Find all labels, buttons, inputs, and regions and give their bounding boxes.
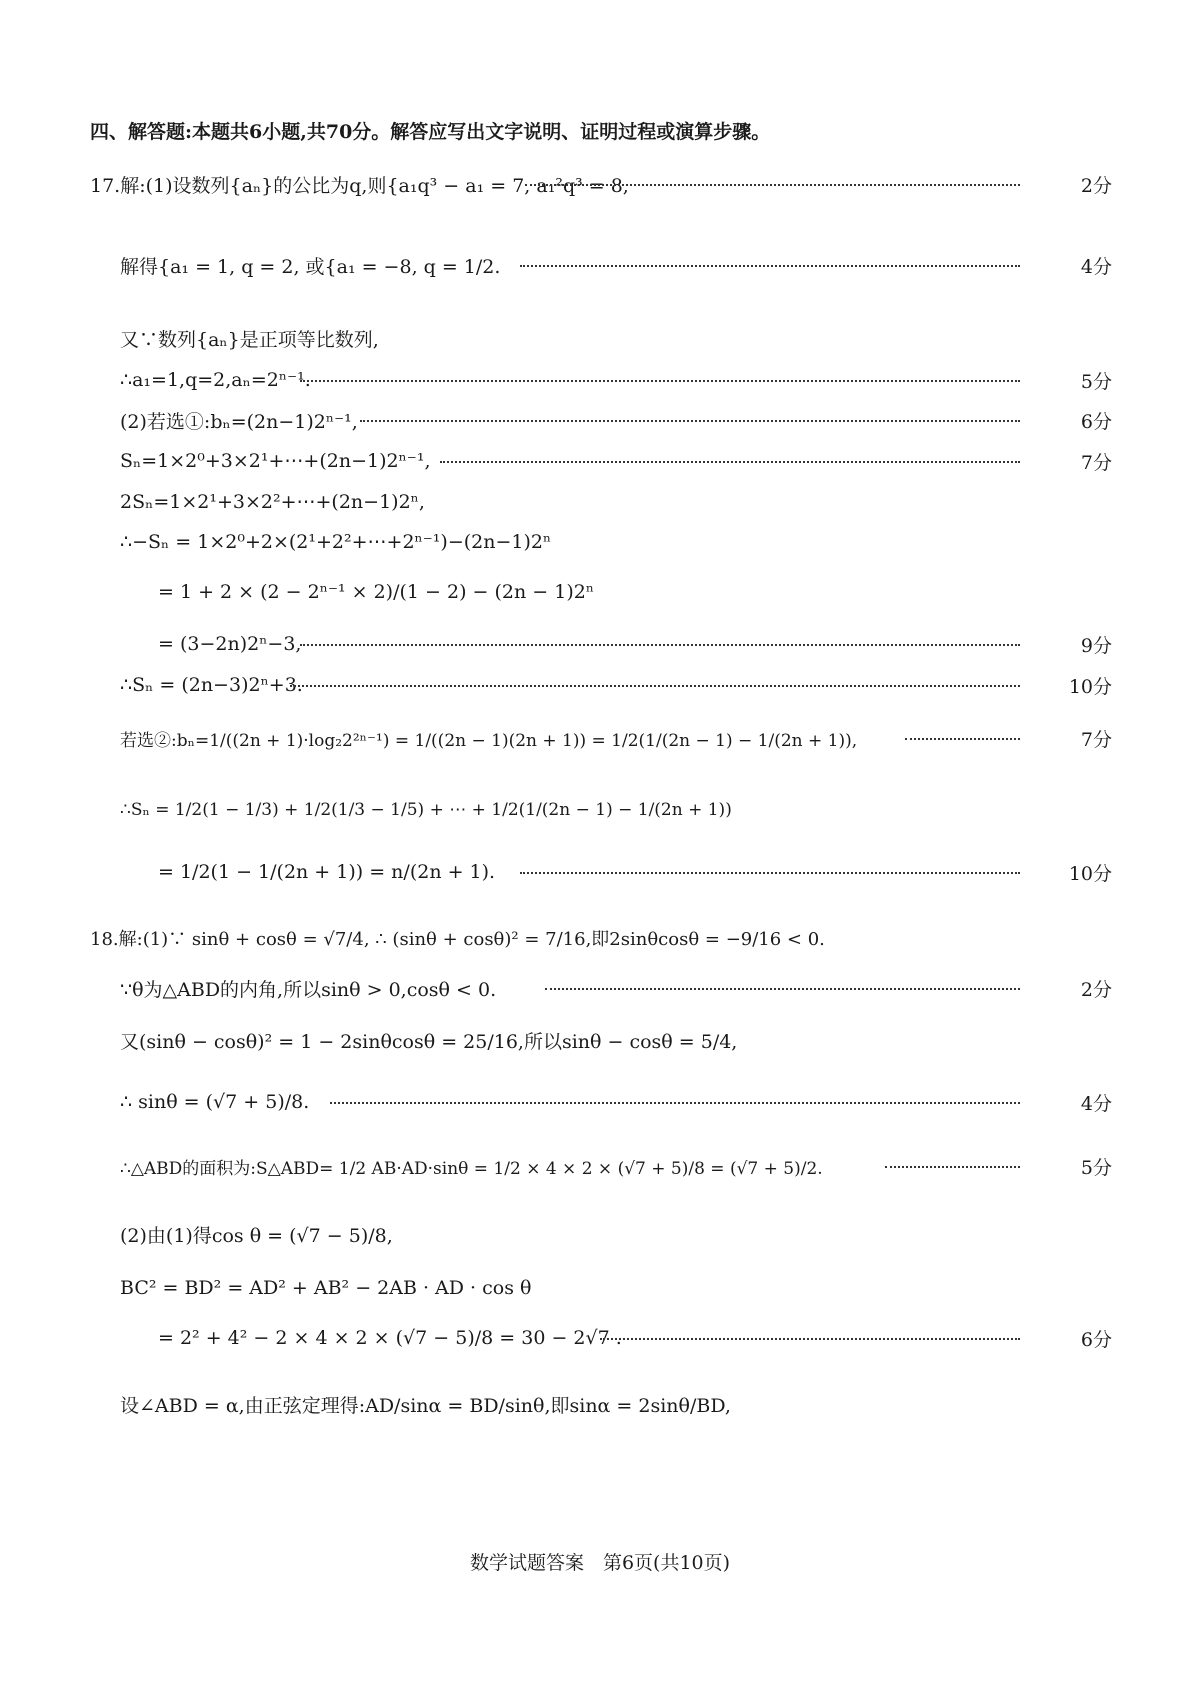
line-text: ∴a₁=1,q=2,aₙ=2ⁿ⁻¹. xyxy=(120,369,311,391)
answer-line xyxy=(0,1268,1200,1308)
line-text: 18.解:(1)∵ sinθ + cosθ = √7/4, ∴ (sinθ + cosθ)² = 7/16,即2sinθcosθ = −9/16 < 0. xyxy=(90,929,825,950)
answer-line xyxy=(0,318,1200,358)
answer-line xyxy=(0,1082,1200,1122)
answer-line xyxy=(0,441,1200,481)
leader-dots xyxy=(520,265,1020,267)
leader-dots xyxy=(545,988,1020,990)
answer-line xyxy=(0,968,1200,1008)
leader-dots xyxy=(525,184,1020,186)
line-text: (2)由(1)得cos θ = (√7 − 5)/8, xyxy=(120,1224,393,1247)
answer-line xyxy=(0,164,1200,204)
score: 5分 xyxy=(1080,1156,1112,1179)
line-text: ∴ sinθ = (√7 + 5)/8. xyxy=(120,1091,310,1113)
answer-line xyxy=(0,400,1200,440)
score: 9分 xyxy=(1080,634,1112,657)
answer-line xyxy=(0,1318,1200,1358)
line-text: 解得{a₁ = 1, q = 2, 或{a₁ = −8, q = 1/2. xyxy=(120,255,501,278)
line-text: = 1 + 2 × (2 − 2ⁿ⁻¹ × 2)/(1 − 2) − (2n − 1)2ⁿ xyxy=(158,581,595,603)
line-text: = 1/2(1 − 1/(2n + 1)) = n/(2n + 1). xyxy=(158,861,496,883)
answer-line xyxy=(0,718,1200,758)
answer-line xyxy=(0,522,1200,562)
page-footer: 数学试题答案 第6页(共10页) xyxy=(469,1552,731,1574)
line-text: ∵θ为△ABD的内角,所以sinθ > 0,cosθ < 0. xyxy=(120,978,497,1001)
answer-line xyxy=(0,1146,1200,1186)
line-text: (2)若选①:bₙ=(2n−1)2ⁿ⁻¹, xyxy=(120,410,358,433)
answer-line xyxy=(0,1020,1200,1060)
line-text: = 2² + 4² − 2 × 4 × 2 × (√7 − 5)/8 = 30 − 2√7 . xyxy=(158,1327,622,1349)
score: 7分 xyxy=(1080,728,1112,751)
line-text: BC² = BD² = AD² + AB² − 2AB · AD · cos θ xyxy=(120,1277,532,1299)
answer-line xyxy=(0,1384,1200,1424)
line-text: 17.解:(1)设数列{aₙ}的公比为q,则{a₁q³ − a₁ = 7, a₁²q³ = 8, xyxy=(90,174,629,197)
leader-dots xyxy=(440,461,1020,463)
answer-line xyxy=(0,1214,1200,1254)
answer-line xyxy=(0,790,1200,830)
leader-dots xyxy=(360,420,1020,422)
answer-line xyxy=(0,624,1200,664)
answer-line xyxy=(0,918,1200,958)
line-text: ∴−Sₙ = 1×2⁰+2×(2¹+2²+⋯+2ⁿ⁻¹)−(2n−1)2ⁿ xyxy=(120,531,552,553)
line-text: ∴Sₙ = 1/2(1 − 1/3) + 1/2(1/3 − 1/5) + ⋯ + 1/2(1/(2n − 1) − 1/(2n + 1)) xyxy=(120,800,732,820)
score: 10分 xyxy=(1068,862,1112,885)
leader-dots xyxy=(905,738,1020,740)
line-text: = (3−2n)2ⁿ−3, xyxy=(158,633,302,655)
leader-dots xyxy=(520,872,1020,874)
score: 4分 xyxy=(1080,255,1112,278)
answer-line xyxy=(0,245,1200,285)
score: 2分 xyxy=(1080,174,1112,197)
line-text: 设∠ABD = α,由正弦定理得:AD/sinα = BD/sinθ,即sinα = 2sinθ/BD, xyxy=(120,1394,731,1417)
line-text: Sₙ=1×2⁰+3×2¹+⋯+(2n−1)2ⁿ⁻¹, xyxy=(120,450,431,472)
answer-line xyxy=(0,852,1200,892)
score: 7分 xyxy=(1080,451,1112,474)
line-text: ∴△ABD的面积为:S△ABD= 1/2 AB·AD·sinθ = 1/2 × 4 × 2 × (√7 + 5)/8 = (√7 + 5)/2. xyxy=(120,1158,823,1179)
answer-line xyxy=(0,482,1200,522)
leader-dots xyxy=(600,1338,1020,1340)
line-text: 又∵数列{aₙ}是正项等比数列, xyxy=(120,328,379,351)
section-header xyxy=(0,110,1200,150)
leader-dots xyxy=(300,644,1020,646)
leader-dots xyxy=(885,1166,1020,1168)
answer-line xyxy=(0,360,1200,400)
score: 6分 xyxy=(1080,410,1112,433)
line-text: 2Sₙ=1×2¹+3×2²+⋯+(2n−1)2ⁿ, xyxy=(120,491,425,513)
answer-line xyxy=(0,572,1200,612)
section-header-text: 四、解答题:本题共6小题,共70分。解答应写出文字说明、证明过程或演算步骤。 xyxy=(90,120,771,143)
score: 6分 xyxy=(1080,1328,1112,1351)
leader-dots xyxy=(290,685,1020,687)
leader-dots xyxy=(330,1102,1020,1104)
score: 2分 xyxy=(1080,978,1112,1001)
score: 4分 xyxy=(1080,1092,1112,1115)
leader-dots xyxy=(300,380,1020,382)
answer-line xyxy=(0,665,1200,705)
line-text: 又(sinθ − cosθ)² = 1 − 2sinθcosθ = 25/16,所以sinθ − cosθ = 5/4, xyxy=(120,1030,738,1053)
score: 5分 xyxy=(1080,370,1112,393)
line-text: 若选②:bₙ=1/((2n + 1)·log₂2²ⁿ⁻¹) = 1/((2n − 1)(2n + 1)) = 1/2(1/(2n − 1) − 1/(2n + 1)), xyxy=(120,730,858,751)
score: 10分 xyxy=(1068,675,1112,698)
line-text: ∴Sₙ = (2n−3)2ⁿ+3. xyxy=(120,674,303,696)
